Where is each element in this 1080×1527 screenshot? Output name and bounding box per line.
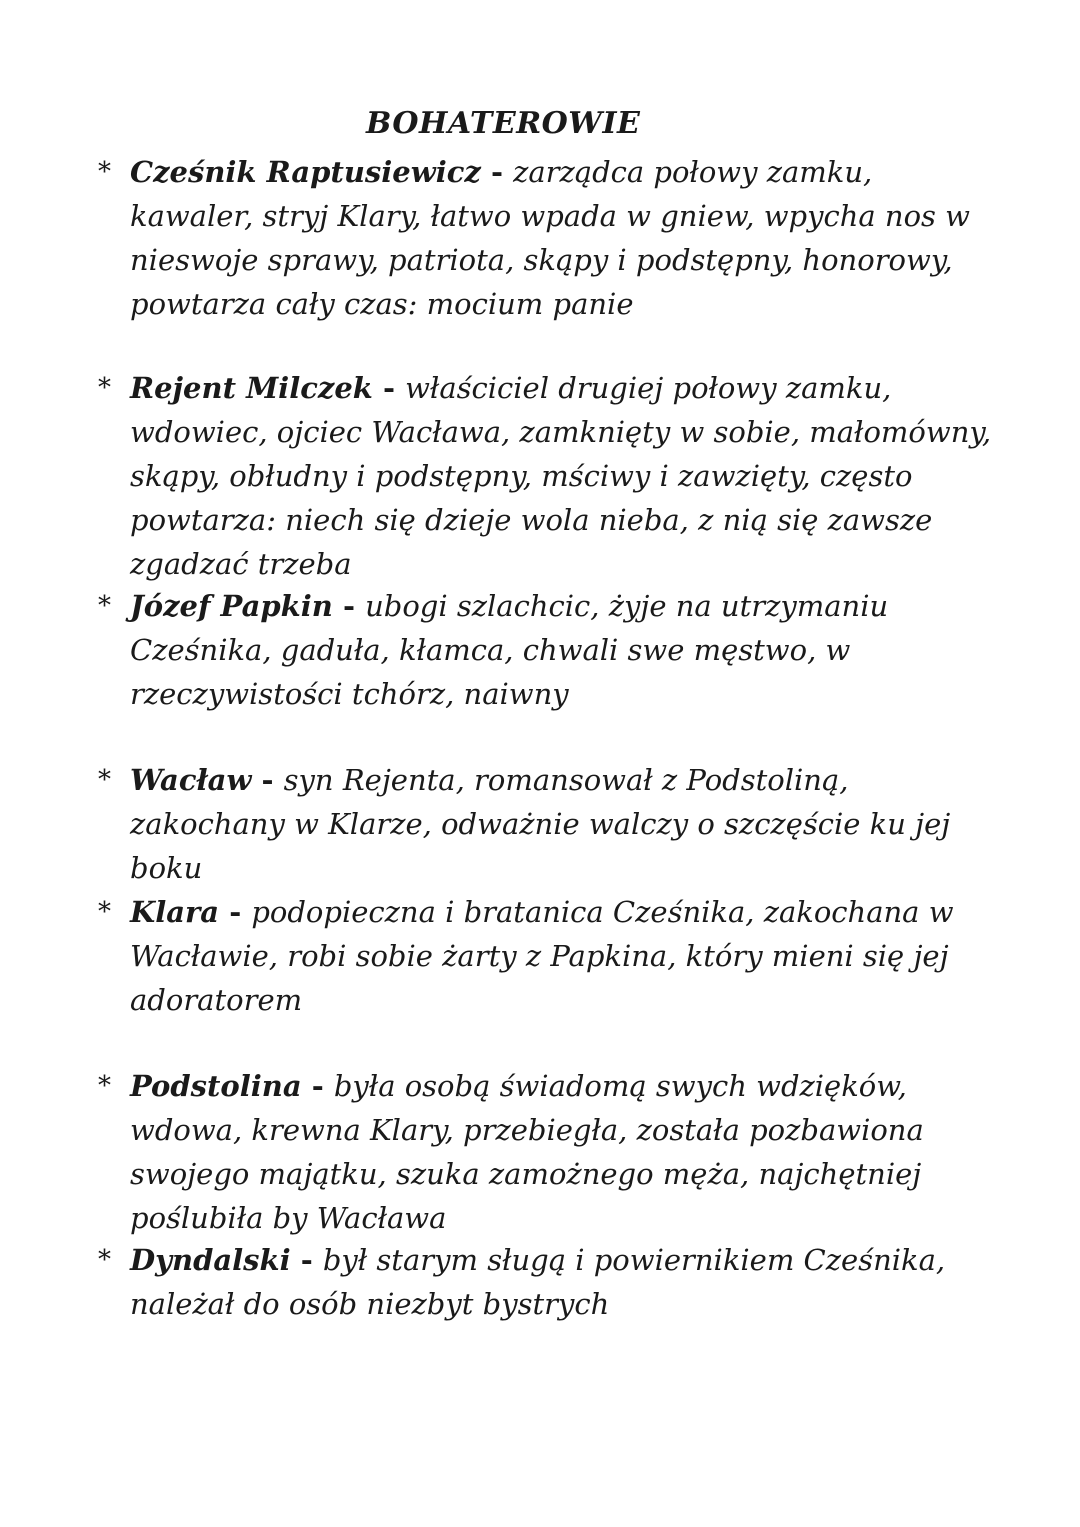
character-entry [98, 1064, 998, 1240]
character-description: syn Rejenta, romansował z Podstoliną, zakochany w Klarze, odważnie walczy o szczęście ku jej boku [130, 763, 951, 885]
character-entry [98, 150, 998, 326]
bullet-asterisk: * [98, 765, 111, 795]
bullet-asterisk: * [98, 1071, 111, 1101]
character-description: była osobą świadomą swych wdzięków, wdowa, krewna Klary, przebiegła, została pozbawiona swojego majątku, szuka zamożnego męża, najchętniej poślubiła by Wacława [130, 1069, 924, 1235]
character-entry [98, 890, 998, 1022]
entry-body [130, 584, 998, 716]
entry-body [130, 1238, 998, 1326]
bullet-asterisk: * [98, 1245, 111, 1275]
entry-body [130, 1064, 998, 1240]
character-description: właściciel drugiej połowy zamku, wdowiec, ojciec Wacława, zamknięty w sobie, małomówny, skąpy, obłudny i podstępny, mściwy i zawzięty, często powtarza: niech się dzieje wola nieba, z nią się zawsze zgadzać trzeba [130, 371, 992, 581]
bullet-asterisk: * [98, 157, 111, 187]
character-entry [98, 1238, 998, 1326]
character-description: ubogi szlachcic, żyje na utrzymaniu Cześnika, gaduła, kłamca, chwali swe męstwo, w rzeczywistości tchórz, naiwny [130, 589, 889, 711]
character-name: Podstolina [130, 1069, 302, 1103]
character-description: zarządca połowy zamku, kawaler, stryj Klary, łatwo wpada w gniew, wpycha nos w nieswoje sprawy, patriota, skąpy i podstępny, honorowy, powtarza cały czas: mocium panie [130, 155, 970, 321]
character-description: był starym sługą i powiernikiem Cześnika, należał do osób niezbyt bystrych [130, 1243, 946, 1321]
name-separator: - [480, 155, 514, 189]
character-entry [98, 758, 998, 890]
character-entry [98, 366, 998, 586]
name-separator: - [332, 589, 366, 623]
character-name: Cześnik Raptusiewicz [130, 155, 481, 189]
name-separator: - [290, 1243, 323, 1277]
character-description: podopieczna i bratanica Cześnika, zakochana w Wacławie, robi sobie żarty z Papkina, który mieni się jej adoratorem [130, 895, 954, 1017]
character-name: Wacław [130, 763, 252, 797]
name-separator: - [251, 763, 284, 797]
page-title: BOHATEROWIE [366, 106, 641, 141]
entry-body [130, 366, 998, 586]
entry-body [130, 150, 998, 326]
name-separator: - [219, 895, 252, 929]
character-name: Józef Papkin [130, 589, 333, 623]
character-name: Klara [130, 895, 220, 929]
bullet-asterisk: * [98, 373, 111, 403]
name-separator: - [372, 371, 406, 405]
name-separator: - [301, 1069, 334, 1103]
entry-body [130, 758, 998, 890]
character-entry [98, 584, 998, 716]
character-name: Rejent Milczek [130, 371, 373, 405]
bullet-asterisk: * [98, 591, 111, 621]
bullet-asterisk: * [98, 897, 111, 927]
entry-body [130, 890, 998, 1022]
character-name: Dyndalski [130, 1243, 291, 1277]
